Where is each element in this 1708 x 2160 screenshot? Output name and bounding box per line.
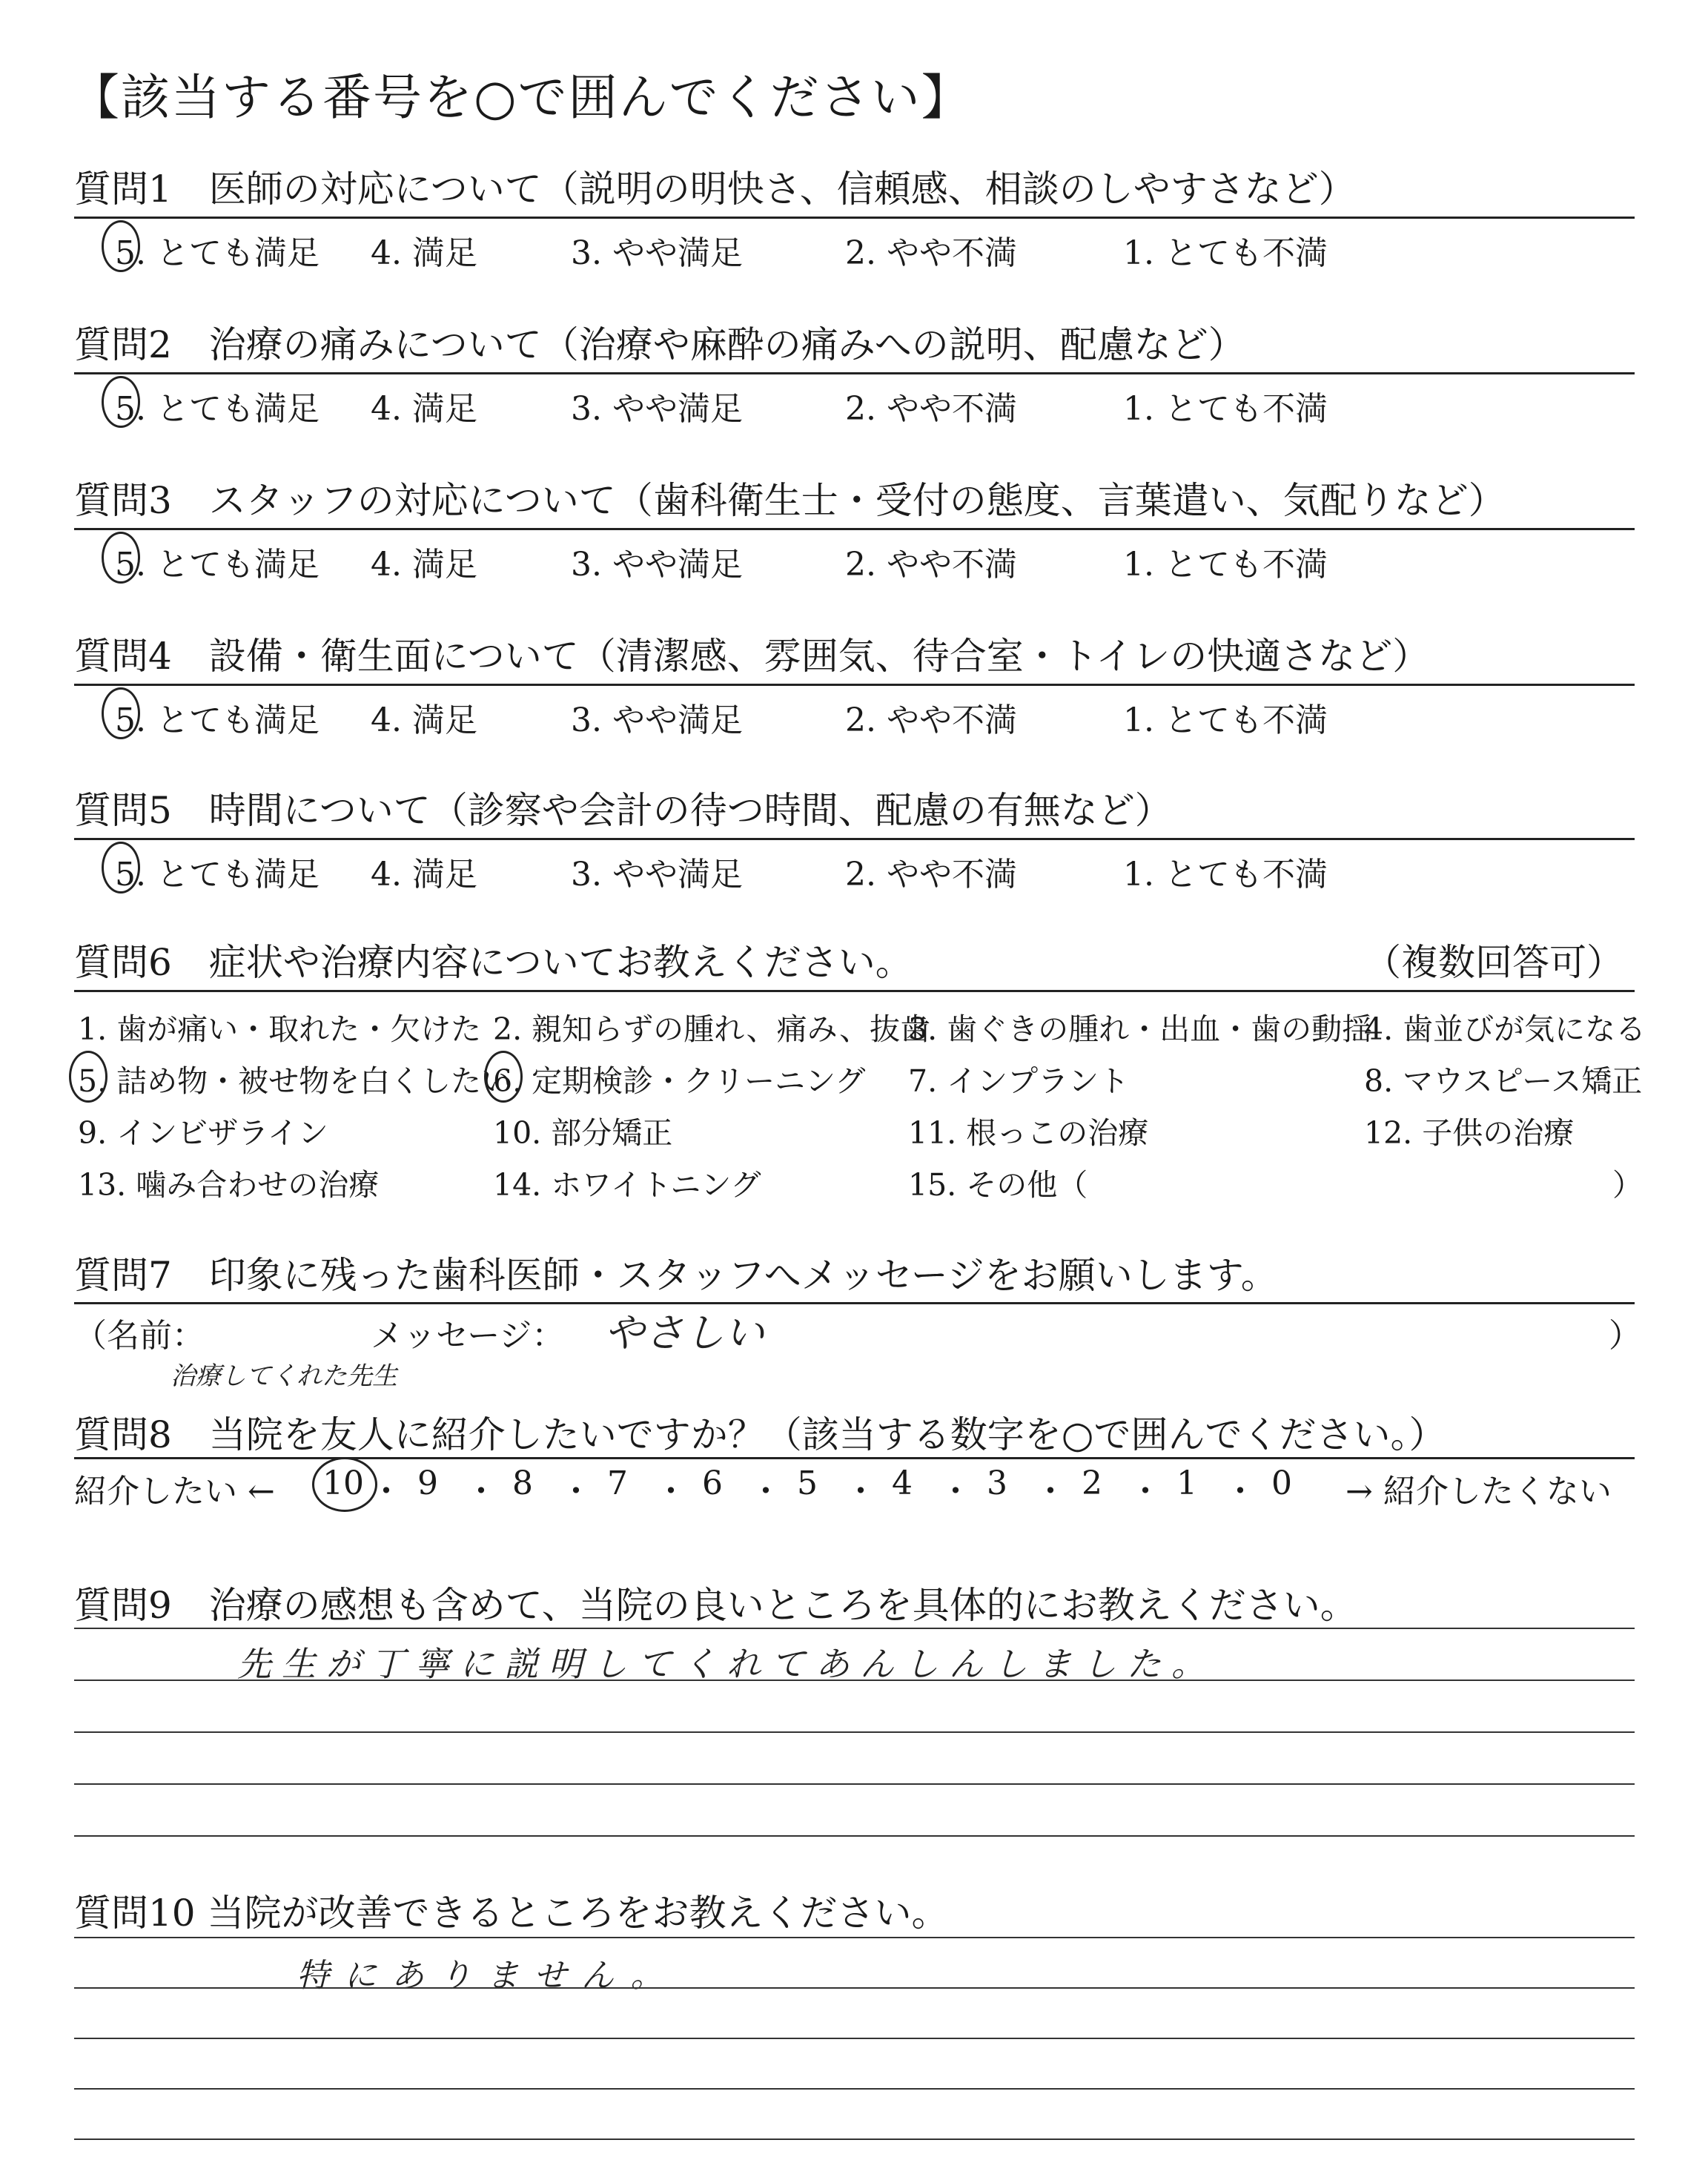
q10-line — [74, 1987, 1635, 1989]
q7-close-paren: ） — [1609, 1317, 1641, 1355]
q9-line — [74, 1680, 1635, 1681]
q1-option[interactable]: 4. 満足 — [371, 234, 477, 272]
q6-rule — [74, 990, 1635, 992]
q1-option[interactable]: 2. やや不満 — [845, 234, 1017, 272]
selected-circle-mark — [102, 687, 140, 739]
q8-separator: ・ — [939, 1473, 972, 1510]
q5-title: 質問5 時間について（診察や会計の待つ時間、配慮の有無など） — [74, 789, 1172, 832]
selected-circle-mark — [102, 376, 140, 428]
q10-line — [74, 2038, 1635, 2039]
q8-separator: ・ — [465, 1473, 497, 1510]
q4-options — [74, 693, 1635, 738]
q8-scale-value[interactable]: 1 — [1176, 1464, 1197, 1502]
q8-separator: ・ — [560, 1473, 592, 1510]
q6-item: ） — [1612, 1167, 1643, 1203]
q4-option[interactable]: 3. やや満足 — [571, 701, 743, 739]
q4-title: 質問4 設備・衛生面について（清潔感、雰囲気、待合室・トイレの快適さなど） — [74, 635, 1430, 678]
q5-option[interactable]: 3. やや満足 — [571, 856, 743, 894]
q6-item[interactable]: 10. 部分矯正 — [493, 1115, 673, 1151]
q8-scale-value[interactable]: 8 — [512, 1464, 533, 1502]
q4-option[interactable]: 5. とても満足 — [115, 701, 320, 739]
q7-message-value[interactable]: やさしい — [604, 1309, 764, 1356]
q10-title: 質問10 当院が改善できるところをお教えください。 — [74, 1892, 949, 1935]
q9-line — [74, 1731, 1635, 1733]
q9-line — [74, 1835, 1635, 1837]
q8-scale-value[interactable]: 9 — [417, 1464, 438, 1502]
q8-separator: ・ — [370, 1473, 403, 1510]
q8-separator: ・ — [1224, 1473, 1257, 1510]
q5-option[interactable]: 2. やや不満 — [845, 856, 1017, 894]
q7-title: 質問7 印象に残った歯科医師・スタッフへメッセージをお願いします。 — [74, 1254, 1278, 1297]
q8-separator: ・ — [844, 1473, 877, 1510]
q3-option[interactable]: 1. とても不満 — [1123, 546, 1328, 584]
q6-item[interactable]: 1. 歯が痛い・取れた・欠けた — [78, 1011, 482, 1047]
q8-scale-value[interactable]: 0 — [1271, 1464, 1292, 1502]
q8-title: 質問8 当院を友人に紹介したいですか？（該当する数字を○で囲んでください。） — [74, 1413, 1446, 1456]
q3-option[interactable]: 3. やや満足 — [571, 546, 743, 584]
selected-circle-mark — [102, 220, 140, 272]
q7-name-label: （名前： — [74, 1317, 205, 1355]
q6-item[interactable]: 14. ホワイトニング — [493, 1167, 761, 1203]
q1-options — [74, 226, 1635, 271]
q9-answer[interactable]: 先生が丁寧に説明してくれてあんしんしました。 — [237, 1644, 1216, 1684]
q5-rule — [74, 838, 1635, 840]
q10-answer[interactable]: 特にありません。 — [297, 1957, 678, 1995]
q1-option[interactable]: 3. やや満足 — [571, 234, 743, 272]
q8-scale-value[interactable]: 6 — [702, 1464, 723, 1502]
q8-scale-value[interactable]: 10 — [322, 1464, 364, 1502]
q2-option[interactable]: 3. やや満足 — [571, 390, 743, 428]
q6-title: 質問6 症状や治療内容についてお教えください。 — [74, 941, 913, 984]
q8-separator: ・ — [1129, 1473, 1162, 1510]
q2-rule — [74, 372, 1635, 374]
q3-title: 質問3 スタッフの対応について（歯科衛生士・受付の態度、言葉遣い、気配りなど） — [74, 479, 1506, 522]
q9-line — [74, 1783, 1635, 1785]
q6-item[interactable]: 6. 定期検診・クリーニング — [493, 1063, 866, 1099]
q10-line — [74, 2088, 1635, 2090]
q6-item[interactable]: 7. インプラント — [908, 1063, 1130, 1099]
q8-separator: ・ — [655, 1473, 687, 1510]
q8-right-label: → 紹介したくない — [1345, 1473, 1612, 1510]
q4-rule — [74, 684, 1635, 686]
q6-item[interactable]: 8. マウスピース矯正 — [1364, 1063, 1643, 1099]
q8-scale-value[interactable]: 3 — [987, 1464, 1007, 1502]
selected-circle-mark — [102, 842, 140, 894]
form-header: 【該当する番号を○で囲んでください】 — [70, 69, 972, 126]
q9-title: 質問9 治療の感想も含めて、当院の良いところを具体的にお教えください。 — [74, 1584, 1357, 1627]
q8-scale-value[interactable]: 5 — [797, 1464, 818, 1502]
q8-scale-value[interactable]: 2 — [1082, 1464, 1102, 1502]
q1-rule — [74, 217, 1635, 219]
q5-option[interactable]: 4. 満足 — [371, 856, 477, 894]
q6-item[interactable]: 9. インビザライン — [78, 1115, 328, 1151]
q7-name-value[interactable]: 治療してくれた先生 — [171, 1361, 397, 1391]
q4-option[interactable]: 1. とても不満 — [1123, 701, 1328, 739]
q10-line — [74, 1937, 1635, 1938]
q8-scale-value[interactable]: 7 — [607, 1464, 628, 1502]
q7-message-label: メッセージ： — [371, 1317, 565, 1355]
selected-circle-mark — [312, 1457, 377, 1512]
q6-item[interactable]: 13. 噛み合わせの治療 — [78, 1167, 380, 1203]
q6-item[interactable]: 2. 親知らずの腫れ、痛み、抜歯 — [493, 1011, 931, 1047]
q4-option[interactable]: 4. 満足 — [371, 701, 477, 739]
q3-rule — [74, 528, 1635, 530]
q1-option[interactable]: 5. とても満足 — [115, 234, 320, 272]
q2-option[interactable]: 1. とても不満 — [1123, 390, 1328, 428]
q3-option[interactable]: 5. とても満足 — [115, 546, 320, 584]
q6-item[interactable]: 4. 歯並びが気になる — [1364, 1011, 1646, 1047]
q10-line — [74, 2138, 1635, 2140]
q5-option[interactable]: 5. とても満足 — [115, 856, 320, 894]
q8-rule — [74, 1457, 1635, 1459]
q1-option[interactable]: 1. とても不満 — [1123, 234, 1328, 272]
q9-line — [74, 1628, 1635, 1629]
q1-title: 質問1 医師の対応について（説明の明快さ、信頼感、相談のしやすさなど） — [74, 168, 1356, 211]
q8-separator: ・ — [1034, 1473, 1067, 1510]
q8-left-label: 紹介したい ← — [74, 1473, 275, 1510]
q7-rule — [74, 1302, 1635, 1304]
selected-circle-mark — [69, 1051, 107, 1103]
q5-option[interactable]: 1. とても不満 — [1123, 856, 1328, 894]
q2-option[interactable]: 2. やや不満 — [845, 390, 1017, 428]
q8-separator: ・ — [749, 1473, 782, 1510]
q2-option[interactable]: 4. 満足 — [371, 390, 477, 428]
q6-item[interactable]: 12. 子供の治療 — [1364, 1115, 1575, 1151]
selected-circle-mark — [484, 1051, 523, 1103]
q3-option[interactable]: 4. 満足 — [371, 546, 477, 584]
q8-scale-value[interactable]: 4 — [892, 1464, 913, 1502]
q3-option[interactable]: 2. やや不満 — [845, 546, 1017, 584]
q6-note: （複数回答可） — [1364, 941, 1623, 984]
q6-item[interactable]: 3. 歯ぐきの腫れ・出血・歯の動揺 — [908, 1011, 1373, 1047]
q2-options — [74, 382, 1635, 426]
q4-option[interactable]: 2. やや不満 — [845, 701, 1017, 739]
q5-options — [74, 848, 1635, 892]
q2-title: 質問2 治療の痛みについて（治療や麻酔の痛みへの説明、配慮など） — [74, 323, 1245, 366]
q6-item[interactable]: 5. 詰め物・被せ物を白くしたい — [78, 1063, 512, 1099]
q6-item[interactable]: 11. 根っこの治療 — [908, 1115, 1149, 1151]
q3-options — [74, 538, 1635, 582]
q2-option[interactable]: 5. とても満足 — [115, 390, 320, 428]
selected-circle-mark — [102, 532, 140, 584]
q6-item[interactable]: 15. その他（ — [908, 1167, 1088, 1203]
